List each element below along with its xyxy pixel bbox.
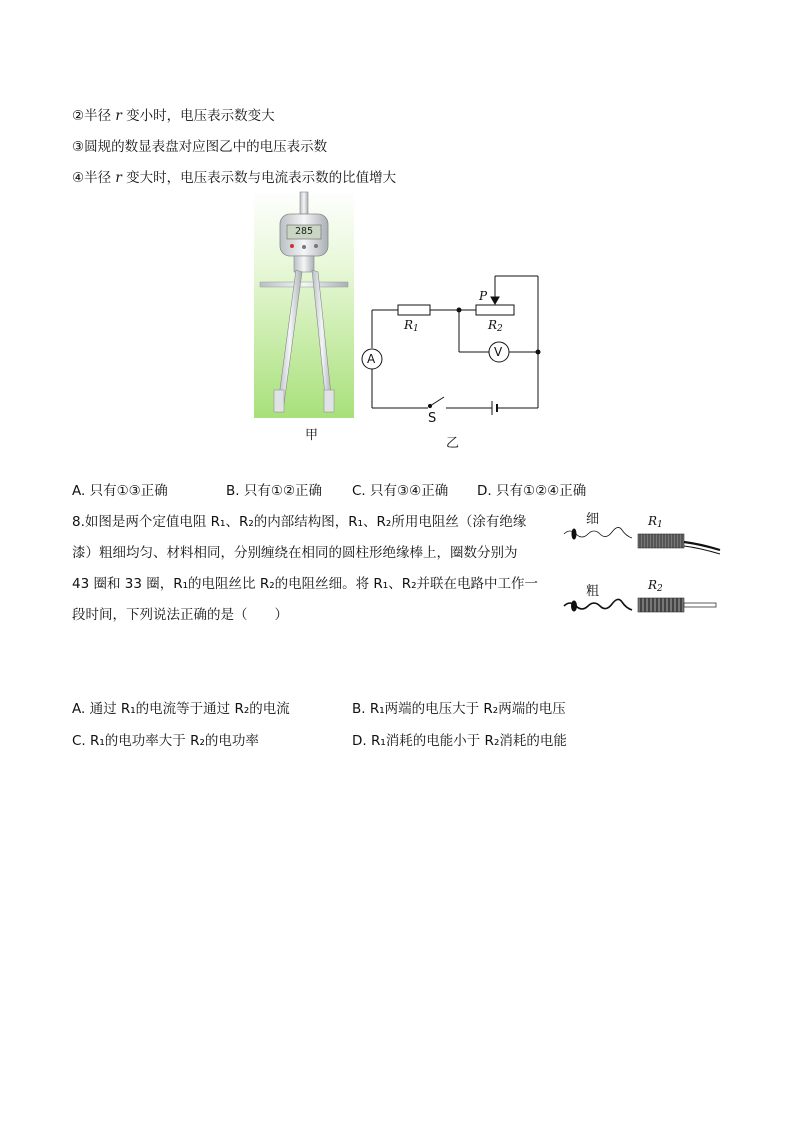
q7-option-c: C. 只有③④正确 [352, 483, 449, 499]
q8-line-4: 段时间，下列说法正确的是（ ） [72, 607, 288, 623]
q7-option-b: B. 只有①②正确 [226, 483, 323, 499]
r1-label: $R_1$ [404, 318, 419, 334]
fig-r2-label: $R_2$ [648, 578, 663, 594]
r2-label: $R_2$ [488, 318, 503, 334]
thick-label: 粗 [586, 584, 600, 599]
statement-3: ③圆规的数显表盘对应图乙中的电压表示数 [72, 139, 328, 155]
ammeter-symbol: A [367, 352, 376, 366]
fig-r1-label: $R_1$ [648, 514, 663, 530]
caption-yi: 乙 [446, 436, 460, 451]
switch-label: S [428, 411, 437, 426]
thin-label: 细 [586, 512, 600, 527]
q8-option-d: D. R₁消耗的电能小于 R₂消耗的电能 [352, 733, 567, 749]
caption-jia: 甲 [305, 428, 319, 443]
q8-line-3: 43 圈和 33 圈，R₁的电阻丝比 R₂的电阻丝细。将 R₁、R₂并联在电路中工作一 [72, 576, 538, 592]
slider-label-p: P [479, 289, 488, 303]
q8-option-c: C. R₁的电功率大于 R₂的电功率 [72, 733, 259, 749]
statement-2: ②半径 r 变小时，电压表示数变大 [72, 108, 275, 124]
q7-option-a: A. 只有①③正确 [72, 483, 168, 499]
circuit-diagram [358, 270, 548, 450]
q8-option-a: A. 通过 R₁的电流等于通过 R₂的电流 [72, 701, 290, 717]
statement-4: ④半径 r 变大时，电压表示数与电流表示数的比值增大 [72, 170, 397, 186]
q8-option-b: B. R₁两端的电压大于 R₂两端的电压 [352, 701, 566, 717]
q7-option-d: D. 只有①②④正确 [477, 483, 587, 499]
q8-line-1: 8.如图是两个定值电阻 R₁、R₂的内部结构图，R₁、R₂所用电阻丝（涂有绝缘 [72, 514, 527, 530]
compass-photo [254, 190, 354, 418]
voltmeter-symbol: V [494, 345, 503, 359]
resistor-figure [560, 506, 730, 626]
q8-line-2: 漆）粗细均匀、材料相同，分别缠绕在相同的圆柱形绝缘棒上，圈数分别为 [72, 545, 518, 561]
compass-display: 285 [294, 226, 314, 237]
